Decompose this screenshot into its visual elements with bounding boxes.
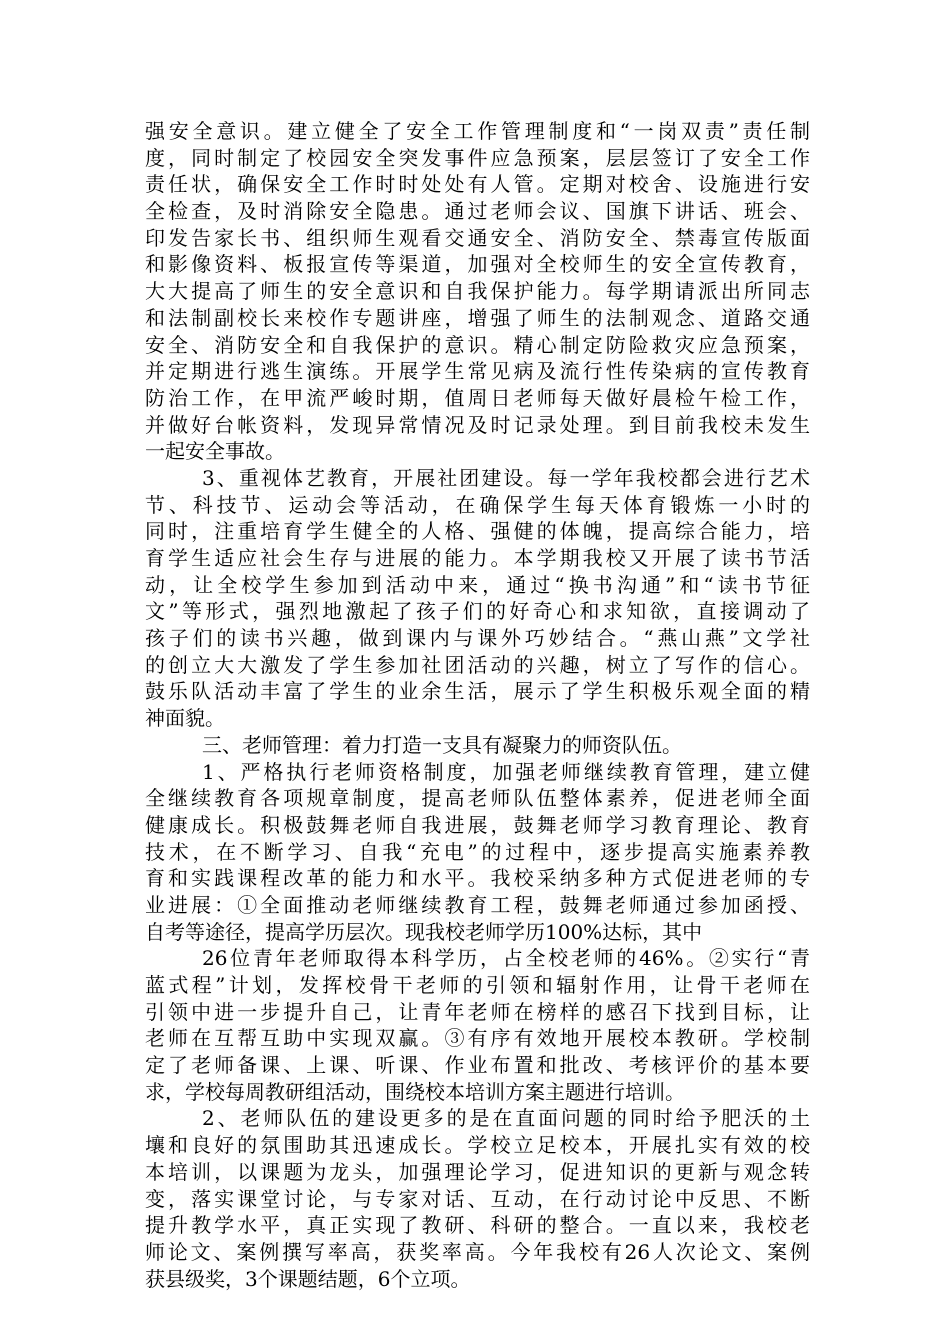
text-line: 的创立大大激发了学生参加社团活动的兴趣，树立了写作的信心。 xyxy=(145,652,810,677)
text-line: 技术，在不断学习、自我“充电”的过程中，逐步提高实施素养教 xyxy=(145,839,810,864)
text-line: 责任状，确保安全工作时时处处有人管。定期对校舍、设施进行安 xyxy=(145,172,810,197)
text-line: 自考等途径，提高学历层次。现我校老师学历100%达标，其中 xyxy=(145,919,703,944)
text-line: 印发告家长书、组织师生观看交通安全、消防安全、禁毒宣传版面 xyxy=(145,225,810,250)
text-line: 并做好台帐资料，发现异常情况及时记录处理。到目前我校未发生 xyxy=(145,412,810,437)
paragraph-start-line: 3、重视体艺教育，开展社团建设。每一学年我校都会进行艺术 xyxy=(202,465,810,490)
text-line: 和法制副校长来校作专题讲座，增强了师生的法制观念、道路交通 xyxy=(145,305,810,330)
text-line: 大大提高了师生的安全意识和自我保护能力。每学期请派出所同志 xyxy=(145,279,810,304)
text-line: 引领中进一步提升自己，让青年老师在榜样的感召下找到目标，让 xyxy=(145,999,810,1024)
text-line: 师论文、案例撰写率高，获奖率高。今年我校有26人次论文、案例 xyxy=(145,1239,810,1264)
text-line: 一起安全事故。 xyxy=(145,439,285,464)
text-line: 蓝式程”计划，发挥校骨干老师的引领和辐射作用，让骨干老师在 xyxy=(145,973,810,997)
text-line: 动，让全校学生参加到活动中来，通过“换书沟通”和“读书节征 xyxy=(145,572,810,597)
text-line: 健康成长。积极鼓舞老师自我进展，鼓舞老师学习教育理论、教育 xyxy=(145,812,810,837)
text-line: 变，落实课堂讨论，与专家对话、互动，在行动讨论中反思、不断 xyxy=(145,1186,810,1211)
text-line: 提升教学水平，真正实现了教研、科研的整合。一直以来，我校老 xyxy=(145,1213,810,1238)
text-line: 育学生适应社会生存与进展的能力。本学期我校又开展了读书节活 xyxy=(145,546,810,570)
text-line: 孩子们的读书兴趣，做到课内与课外巧妙结合。“燕山燕”文学社 xyxy=(145,626,810,651)
text-line: 并定期进行逃生演练。开展学生常见病及流行性传染病的宣传教育 xyxy=(145,359,810,384)
text-line: 强安全意识。建立健全了安全工作管理制度和“一岗双责”责任制 xyxy=(145,119,810,143)
paragraph-start-line: 2、老师队伍的建设更多的是在直面问题的同时给予肥沃的土 xyxy=(202,1106,810,1131)
text-line: 防治工作，在甲流严峻时期，值周日老师每天做好晨检午检工作， xyxy=(145,385,810,410)
text-line: 26位青年老师取得本科学历，占全校老师的46%。②实行“青 xyxy=(202,946,810,971)
text-line: 鼓乐队活动丰富了学生的业余生活，展示了学生积极乐观全面的精 xyxy=(145,679,810,704)
text-line: 育和实践课程改革的能力和水平。我校采纳多种方式促进老师的专 xyxy=(145,866,810,891)
text-line: 全继续教育各项规章制度，提高老师队伍整体素养，促进老师全面 xyxy=(145,786,810,811)
text-line: 定了老师备课、上课、听课、作业布置和批改、考核评价的基本要 xyxy=(145,1053,810,1078)
text-line: 求，学校每周教研组活动，围绕校本培训方案主题进行培训。 xyxy=(145,1079,685,1104)
section-heading: 三、老师管理：着力打造一支具有凝聚力的师资队伍。 xyxy=(202,732,682,757)
text-line: 节、科技节、运动会等活动，在确保学生每天体育锻炼一小时的 xyxy=(145,492,810,517)
text-line: 神面貌。 xyxy=(145,706,225,731)
text-line: 文”等形式，强烈地激起了孩子们的好奇心和求知欲，直接调动了 xyxy=(145,599,810,624)
text-line: 获县级奖，3个课题结题，6个立项。 xyxy=(145,1266,471,1291)
text-line: 同时，注重培育学生健全的人格、强健的体魄，提高综合能力，培 xyxy=(145,519,810,544)
text-line: 业进展：①全面推动老师继续教育工程，鼓舞老师通过参加函授、 xyxy=(145,892,810,917)
text-line: 和影像资料、板报宣传等渠道，加强对全校师生的安全宣传教育， xyxy=(145,252,810,277)
document-page xyxy=(145,118,810,1292)
text-line: 安全、消防安全和自我保护的意识。精心制定防险救灾应急预案， xyxy=(145,332,810,357)
text-line: 全检查，及时消除安全隐患。通过老师会议、国旗下讲话、班会、 xyxy=(145,199,810,224)
paragraph-start-line: 1、严格执行老师资格制度，加强老师继续教育管理，建立健 xyxy=(202,759,810,784)
text-line: 本培训，以课题为龙头，加强理论学习，促进知识的更新与观念转 xyxy=(145,1159,810,1184)
text-line: 壤和良好的氛围助其迅速成长。学校立足校本，开展扎实有效的校 xyxy=(145,1133,810,1158)
text-line: 老师在互帮互助中实现双赢。③有序有效地开展校本教研。学校制 xyxy=(145,1026,810,1051)
text-line: 度，同时制定了校园安全突发事件应急预案，层层签订了安全工作 xyxy=(145,145,810,170)
